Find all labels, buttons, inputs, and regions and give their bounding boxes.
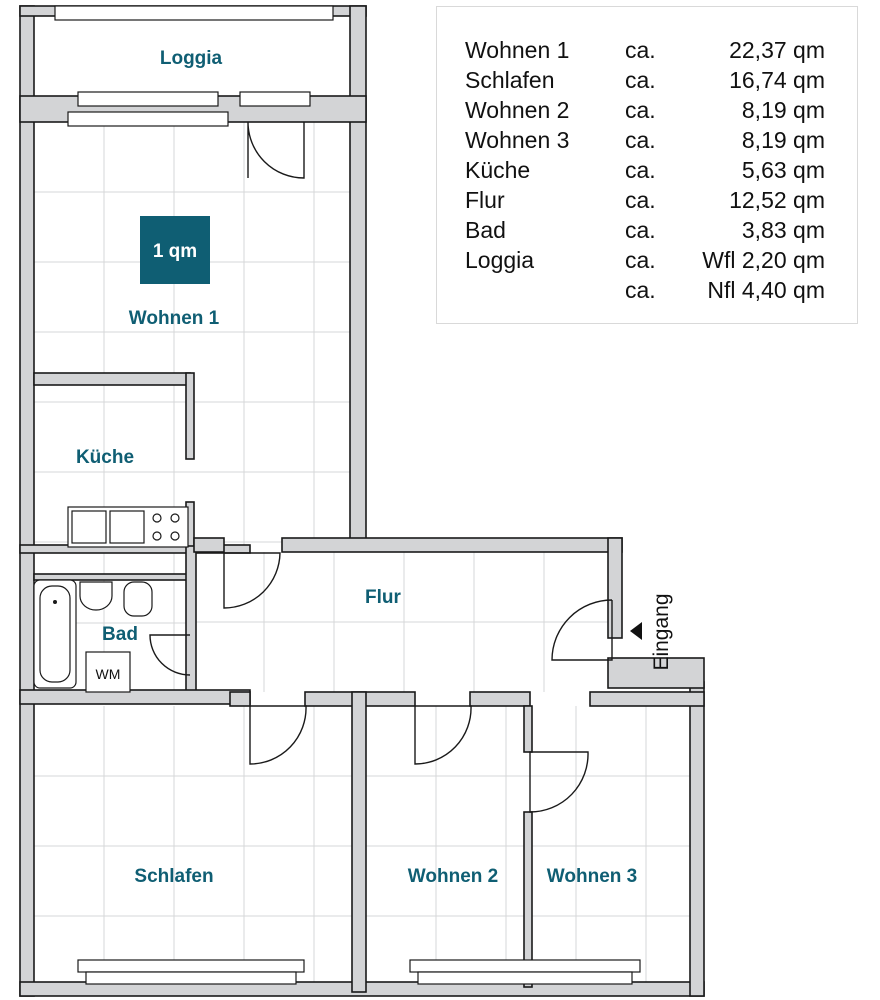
area-ca: ca. bbox=[625, 67, 656, 93]
area-name: Loggia bbox=[465, 247, 535, 273]
kitchen-counter bbox=[68, 507, 188, 547]
area-area: Wfl 2,20 qm bbox=[702, 247, 825, 273]
room-label-schlafen: Schlafen bbox=[134, 866, 214, 887]
area-row bbox=[465, 35, 825, 65]
area-name bbox=[465, 275, 625, 305]
room-label-flur: Flur bbox=[365, 587, 401, 608]
area-row bbox=[465, 215, 825, 245]
area-row bbox=[465, 65, 825, 95]
entrance-arrow-icon bbox=[630, 622, 642, 640]
area-ca: ca. bbox=[625, 187, 656, 213]
room-label-loggia: Loggia bbox=[159, 48, 223, 69]
area-ca: ca. bbox=[625, 97, 656, 123]
room-label-wohnen3: Wohnen 3 bbox=[546, 866, 638, 887]
area-legend bbox=[436, 6, 858, 324]
area-row bbox=[465, 155, 825, 185]
area-area: 5,63 qm bbox=[741, 157, 825, 183]
area-name: Küche bbox=[465, 157, 531, 183]
area-ca: ca. bbox=[625, 37, 656, 63]
area-area: 8,19 qm bbox=[741, 97, 825, 123]
area-row bbox=[465, 245, 825, 275]
area-row bbox=[465, 275, 825, 305]
area-name: Bad bbox=[465, 217, 506, 243]
area-name: Wohnen 2 bbox=[465, 97, 570, 123]
area-table bbox=[465, 35, 825, 305]
area-row bbox=[465, 125, 825, 155]
area-area: 3,83 qm bbox=[741, 217, 825, 243]
washer-label: WM bbox=[95, 666, 121, 682]
area-ca: ca. bbox=[625, 247, 656, 273]
scale-square bbox=[140, 216, 210, 284]
area-name: Schlafen bbox=[465, 67, 555, 93]
room-label-bad: Bad bbox=[102, 624, 138, 645]
area-area: 16,74 qm bbox=[729, 67, 825, 93]
area-area: 12,52 qm bbox=[729, 187, 825, 213]
area-ca: ca. bbox=[625, 127, 656, 153]
area-name: Flur bbox=[465, 187, 505, 213]
scale-square-label: 1 qm bbox=[152, 241, 198, 262]
area-area: 22,37 qm bbox=[729, 37, 825, 63]
area-ca: ca. bbox=[625, 157, 656, 183]
area-name: Wohnen 1 bbox=[465, 37, 570, 63]
area-row bbox=[465, 95, 825, 125]
area-area: 8,19 qm bbox=[741, 127, 825, 153]
area-ca: ca. bbox=[625, 277, 656, 303]
area-ca: ca. bbox=[625, 217, 656, 243]
area-row bbox=[465, 185, 825, 215]
area-name: Wohnen 3 bbox=[465, 127, 570, 153]
area-area: Nfl 4,40 qm bbox=[707, 277, 825, 303]
room-label-wohnen2: Wohnen 2 bbox=[407, 866, 499, 887]
entrance-label: Eingang bbox=[650, 593, 673, 671]
room-label-wohnen1: Wohnen 1 bbox=[128, 308, 220, 329]
room-label-kueche: Küche bbox=[75, 447, 135, 468]
